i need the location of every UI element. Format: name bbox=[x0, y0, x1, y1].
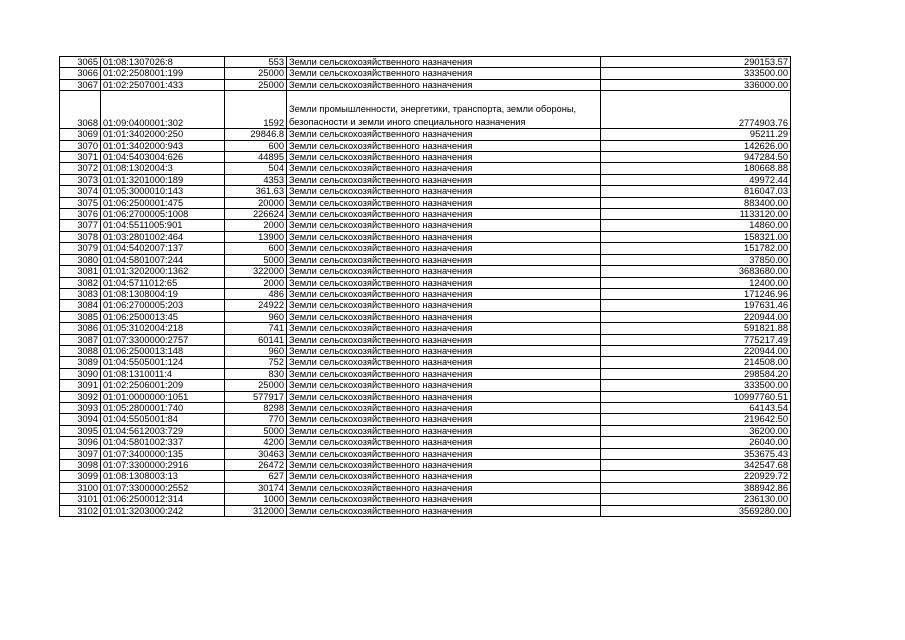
land-category-cell: Земли сельскохозяйственного назначения bbox=[287, 425, 601, 436]
cadastral-number-cell: 01:08:1310011:4 bbox=[101, 368, 225, 379]
area-cell: 1592 bbox=[225, 91, 287, 129]
land-category-cell: Земли сельскохозяйственного назначения bbox=[287, 460, 601, 471]
land-category-cell: Земли сельскохозяйственного назначения bbox=[287, 197, 601, 208]
cadastral-number-cell: 01:04:5612003:729 bbox=[101, 425, 225, 436]
cadastral-value-cell: 947284.50 bbox=[601, 152, 791, 163]
cadastral-value-cell: 591821.88 bbox=[601, 323, 791, 334]
area-cell: 361.63 bbox=[225, 186, 287, 197]
row-number-cell: 3095 bbox=[60, 425, 101, 436]
cadastral-value-cell: 171246.96 bbox=[601, 288, 791, 299]
table-row bbox=[60, 129, 791, 140]
land-category-cell: Земли сельскохозяйственного назначения bbox=[287, 277, 601, 288]
land-category-cell: Земли сельскохозяйственного назначения bbox=[287, 174, 601, 185]
area-cell: 322000 bbox=[225, 266, 287, 277]
row-number-cell: 3075 bbox=[60, 197, 101, 208]
cadastral-number-cell: 01:06:2700005:1008 bbox=[101, 209, 225, 220]
cadastral-value-cell: 26040.00 bbox=[601, 437, 791, 448]
land-category-cell: Земли сельскохозяйственного назначения bbox=[287, 243, 601, 254]
cadastral-value-cell: 220944.00 bbox=[601, 345, 791, 356]
row-number-cell: 3077 bbox=[60, 220, 101, 231]
row-number-cell: 3090 bbox=[60, 368, 101, 379]
cadastral-value-cell: 883400.00 bbox=[601, 197, 791, 208]
cadastral-number-cell: 01:02:2508001:199 bbox=[101, 68, 225, 79]
cadastral-number-cell: 01:01:0000000:1051 bbox=[101, 391, 225, 402]
row-number-cell: 3068 bbox=[60, 91, 101, 129]
cadastral-number-cell: 01:03:2801002:464 bbox=[101, 231, 225, 242]
cadastral-value-cell: 64143.54 bbox=[601, 402, 791, 413]
area-cell: 60141 bbox=[225, 334, 287, 345]
cadastral-number-cell: 01:05:3000010:143 bbox=[101, 186, 225, 197]
cadastral-value-cell: 219642.50 bbox=[601, 414, 791, 425]
cadastral-value-cell: 290153.57 bbox=[601, 57, 791, 68]
row-number-cell: 3094 bbox=[60, 414, 101, 425]
row-number-cell: 3098 bbox=[60, 460, 101, 471]
cadastral-value-cell: 2774903.76 bbox=[601, 91, 791, 129]
cadastral-value-cell: 333500.00 bbox=[601, 380, 791, 391]
cadastral-number-cell: 01:02:2506001:209 bbox=[101, 380, 225, 391]
cadastral-value-cell: 3569280.00 bbox=[601, 505, 791, 516]
land-category-cell: Земли сельскохозяйственного назначения bbox=[287, 471, 601, 482]
cadastral-number-cell: 01:04:5801007:244 bbox=[101, 254, 225, 265]
row-number-cell: 3096 bbox=[60, 437, 101, 448]
table-row bbox=[60, 243, 791, 254]
cadastral-value-cell: 220944.00 bbox=[601, 311, 791, 322]
row-number-cell: 3083 bbox=[60, 288, 101, 299]
row-number-cell: 3081 bbox=[60, 266, 101, 277]
cadastral-value-cell: 214508.00 bbox=[601, 357, 791, 368]
row-number-cell: 3091 bbox=[60, 380, 101, 391]
cadastral-number-cell: 01:06:2500012:314 bbox=[101, 494, 225, 505]
land-category-cell: Земли сельскохозяйственного назначения bbox=[287, 448, 601, 459]
row-number-cell: 3102 bbox=[60, 505, 101, 516]
area-cell: 770 bbox=[225, 414, 287, 425]
area-cell: 600 bbox=[225, 140, 287, 151]
cadastral-value-cell: 142626.00 bbox=[601, 140, 791, 151]
table-row bbox=[60, 414, 791, 425]
table-row bbox=[60, 57, 791, 68]
cadastral-number-cell: 01:02:2507001:433 bbox=[101, 79, 225, 90]
land-category-cell: Земли сельскохозяйственного назначения bbox=[287, 505, 601, 516]
table-row bbox=[60, 254, 791, 265]
area-cell: 226624 bbox=[225, 209, 287, 220]
row-number-cell: 3082 bbox=[60, 277, 101, 288]
cadastral-value-cell: 816047.03 bbox=[601, 186, 791, 197]
area-cell: 30463 bbox=[225, 448, 287, 459]
land-category-cell: Земли сельскохозяйственного назначения bbox=[287, 68, 601, 79]
table-row bbox=[60, 79, 791, 90]
land-category-cell: Земли сельскохозяйственного назначения bbox=[287, 163, 601, 174]
area-cell: 741 bbox=[225, 323, 287, 334]
area-cell: 44895 bbox=[225, 152, 287, 163]
row-number-cell: 3070 bbox=[60, 140, 101, 151]
area-cell: 1000 bbox=[225, 494, 287, 505]
table-row bbox=[60, 437, 791, 448]
cadastral-value-cell: 10997760.51 bbox=[601, 391, 791, 402]
cadastral-number-cell: 01:05:3102004:218 bbox=[101, 323, 225, 334]
area-cell: 5000 bbox=[225, 425, 287, 436]
row-number-cell: 3093 bbox=[60, 402, 101, 413]
table-row bbox=[60, 277, 791, 288]
area-cell: 30174 bbox=[225, 482, 287, 493]
area-cell: 504 bbox=[225, 163, 287, 174]
row-number-cell: 3085 bbox=[60, 311, 101, 322]
table-row bbox=[60, 311, 791, 322]
area-cell: 13900 bbox=[225, 231, 287, 242]
table-row bbox=[60, 197, 791, 208]
row-number-cell: 3074 bbox=[60, 186, 101, 197]
cadastral-value-cell: 151782.00 bbox=[601, 243, 791, 254]
land-parcel-table bbox=[59, 56, 791, 517]
land-category-cell: Земли сельскохозяйственного назначения bbox=[287, 254, 601, 265]
row-number-cell: 3079 bbox=[60, 243, 101, 254]
land-category-cell: Земли сельскохозяйственного назначения bbox=[287, 368, 601, 379]
table-row bbox=[60, 300, 791, 311]
land-category-cell: Земли сельскохозяйственного назначения bbox=[287, 220, 601, 231]
cadastral-number-cell: 01:01:3202000:1362 bbox=[101, 266, 225, 277]
cadastral-value-cell: 342547.68 bbox=[601, 460, 791, 471]
row-number-cell: 3065 bbox=[60, 57, 101, 68]
table-row bbox=[60, 471, 791, 482]
cadastral-value-cell: 236130.00 bbox=[601, 494, 791, 505]
cadastral-number-cell: 01:04:5403004:626 bbox=[101, 152, 225, 163]
table-row bbox=[60, 357, 791, 368]
row-number-cell: 3086 bbox=[60, 323, 101, 334]
cadastral-value-cell: 49972.44 bbox=[601, 174, 791, 185]
cadastral-number-cell: 01:04:5511005:901 bbox=[101, 220, 225, 231]
land-category-cell: Земли сельскохозяйственного назначения bbox=[287, 129, 601, 140]
cadastral-number-cell: 01:04:5402007:137 bbox=[101, 243, 225, 254]
area-cell: 29846.8 bbox=[225, 129, 287, 140]
land-category-cell: Земли сельскохозяйственного назначения bbox=[287, 266, 601, 277]
land-category-cell: Земли сельскохозяйственного назначения bbox=[287, 311, 601, 322]
area-cell: 2000 bbox=[225, 277, 287, 288]
cadastral-number-cell: 01:01:3402000:943 bbox=[101, 140, 225, 151]
table-row bbox=[60, 186, 791, 197]
table-row bbox=[60, 345, 791, 356]
area-cell: 8298 bbox=[225, 402, 287, 413]
area-cell: 577917 bbox=[225, 391, 287, 402]
land-category-cell: Земли сельскохозяйственного назначения bbox=[287, 380, 601, 391]
area-cell: 26472 bbox=[225, 460, 287, 471]
row-number-cell: 3099 bbox=[60, 471, 101, 482]
cadastral-number-cell: 01:09:0400001:302 bbox=[101, 91, 225, 129]
area-cell: 960 bbox=[225, 345, 287, 356]
cadastral-number-cell: 01:04:5711012:65 bbox=[101, 277, 225, 288]
table-row bbox=[60, 68, 791, 79]
row-number-cell: 3066 bbox=[60, 68, 101, 79]
land-category-cell: Земли сельскохозяйственного назначения bbox=[287, 482, 601, 493]
land-category-cell: Земли сельскохозяйственного назначения bbox=[287, 494, 601, 505]
table-row bbox=[60, 494, 791, 505]
table-row bbox=[60, 460, 791, 471]
area-cell: 20000 bbox=[225, 197, 287, 208]
row-number-cell: 3084 bbox=[60, 300, 101, 311]
row-number-cell: 3101 bbox=[60, 494, 101, 505]
land-category-cell: Земли сельскохозяйственного назначения bbox=[287, 209, 601, 220]
land-category-cell: Земли сельскохозяйственного назначения bbox=[287, 140, 601, 151]
area-cell: 312000 bbox=[225, 505, 287, 516]
cadastral-value-cell: 197631.46 bbox=[601, 300, 791, 311]
cadastral-number-cell: 01:01:3203000:242 bbox=[101, 505, 225, 516]
land-category-cell: Земли сельскохозяйственного назначения bbox=[287, 300, 601, 311]
area-cell: 4353 bbox=[225, 174, 287, 185]
cadastral-value-cell: 36200.00 bbox=[601, 425, 791, 436]
land-category-cell: Земли сельскохозяйственного назначения bbox=[287, 79, 601, 90]
row-number-cell: 3080 bbox=[60, 254, 101, 265]
cadastral-number-cell: 01:04:5801002:337 bbox=[101, 437, 225, 448]
table-row bbox=[60, 448, 791, 459]
cadastral-number-cell: 01:04:5505001:84 bbox=[101, 414, 225, 425]
table-row bbox=[60, 368, 791, 379]
area-cell: 752 bbox=[225, 357, 287, 368]
table-row bbox=[60, 266, 791, 277]
cadastral-value-cell: 353675.43 bbox=[601, 448, 791, 459]
area-cell: 25000 bbox=[225, 79, 287, 90]
cadastral-value-cell: 336000.00 bbox=[601, 79, 791, 90]
area-cell: 553 bbox=[225, 57, 287, 68]
land-category-cell: Земли сельскохозяйственного назначения bbox=[287, 323, 601, 334]
cadastral-number-cell: 01:08:1308003:13 bbox=[101, 471, 225, 482]
area-cell: 25000 bbox=[225, 68, 287, 79]
cadastral-value-cell: 180668.88 bbox=[601, 163, 791, 174]
row-number-cell: 3089 bbox=[60, 357, 101, 368]
cadastral-number-cell: 01:01:3201000:189 bbox=[101, 174, 225, 185]
cadastral-number-cell: 01:01:3402000:250 bbox=[101, 129, 225, 140]
cadastral-number-cell: 01:06:2500001:475 bbox=[101, 197, 225, 208]
cadastral-value-cell: 158321.00 bbox=[601, 231, 791, 242]
cadastral-value-cell: 12400.00 bbox=[601, 277, 791, 288]
row-number-cell: 3073 bbox=[60, 174, 101, 185]
area-cell: 830 bbox=[225, 368, 287, 379]
cadastral-value-cell: 220929.72 bbox=[601, 471, 791, 482]
area-cell: 5000 bbox=[225, 254, 287, 265]
area-cell: 24922 bbox=[225, 300, 287, 311]
land-category-cell: Земли сельскохозяйственного назначения bbox=[287, 414, 601, 425]
row-number-cell: 3072 bbox=[60, 163, 101, 174]
cadastral-value-cell: 1133120.00 bbox=[601, 209, 791, 220]
table-row bbox=[60, 288, 791, 299]
land-category-cell: Земли сельскохозяйственного назначения bbox=[287, 402, 601, 413]
area-cell: 25000 bbox=[225, 380, 287, 391]
cadastral-number-cell: 01:07:3400000:135 bbox=[101, 448, 225, 459]
row-number-cell: 3071 bbox=[60, 152, 101, 163]
cadastral-number-cell: 01:08:1308004:19 bbox=[101, 288, 225, 299]
table-row bbox=[60, 505, 791, 516]
area-cell: 486 bbox=[225, 288, 287, 299]
area-cell: 627 bbox=[225, 471, 287, 482]
land-category-cell: Земли сельскохозяйственного назначения bbox=[287, 345, 601, 356]
row-number-cell: 3087 bbox=[60, 334, 101, 345]
cadastral-number-cell: 01:06:2500013:148 bbox=[101, 345, 225, 356]
cadastral-value-cell: 95211.29 bbox=[601, 129, 791, 140]
table-row bbox=[60, 402, 791, 413]
table-row bbox=[60, 482, 791, 493]
cadastral-number-cell: 01:06:2700005:203 bbox=[101, 300, 225, 311]
row-number-cell: 3100 bbox=[60, 482, 101, 493]
table-body bbox=[60, 57, 791, 517]
land-category-cell: Земли сельскохозяйственного назначения bbox=[287, 437, 601, 448]
area-cell: 600 bbox=[225, 243, 287, 254]
cadastral-number-cell: 01:07:3300000:2916 bbox=[101, 460, 225, 471]
cadastral-number-cell: 01:07:3300000:2757 bbox=[101, 334, 225, 345]
cadastral-number-cell: 01:08:1302004:3 bbox=[101, 163, 225, 174]
area-cell: 960 bbox=[225, 311, 287, 322]
table-row bbox=[60, 209, 791, 220]
land-category-cell: Земли сельскохозяйственного назначения bbox=[287, 57, 601, 68]
table-row bbox=[60, 391, 791, 402]
cadastral-number-cell: 01:05:2800001:740 bbox=[101, 402, 225, 413]
land-category-cell: Земли сельскохозяйственного назначения bbox=[287, 334, 601, 345]
area-cell: 4200 bbox=[225, 437, 287, 448]
table-row bbox=[60, 174, 791, 185]
cadastral-value-cell: 333500.00 bbox=[601, 68, 791, 79]
land-category-cell: Земли сельскохозяйственного назначения bbox=[287, 231, 601, 242]
table-row bbox=[60, 380, 791, 391]
row-number-cell: 3069 bbox=[60, 129, 101, 140]
cadastral-value-cell: 14860.00 bbox=[601, 220, 791, 231]
cadastral-value-cell: 388942.86 bbox=[601, 482, 791, 493]
row-number-cell: 3088 bbox=[60, 345, 101, 356]
table-row bbox=[60, 425, 791, 436]
table-row bbox=[60, 231, 791, 242]
row-number-cell: 3067 bbox=[60, 79, 101, 90]
row-number-cell: 3076 bbox=[60, 209, 101, 220]
table-row bbox=[60, 220, 791, 231]
table-row bbox=[60, 163, 791, 174]
land-category-cell: Земли сельскохозяйственного назначения bbox=[287, 391, 601, 402]
table-row bbox=[60, 334, 791, 345]
table-row bbox=[60, 140, 791, 151]
row-number-cell: 3092 bbox=[60, 391, 101, 402]
cadastral-value-cell: 37850.00 bbox=[601, 254, 791, 265]
cadastral-number-cell: 01:06:2500013:45 bbox=[101, 311, 225, 322]
cadastral-number-cell: 01:07:3300000:2552 bbox=[101, 482, 225, 493]
table-row bbox=[60, 152, 791, 163]
row-number-cell: 3097 bbox=[60, 448, 101, 459]
land-category-cell: Земли промышленности, энергетики, транспорта, земли обороны, безопасности и земли иного специального назначения bbox=[287, 91, 601, 129]
land-category-cell: Земли сельскохозяйственного назначения bbox=[287, 152, 601, 163]
area-cell: 2000 bbox=[225, 220, 287, 231]
land-category-cell: Земли сельскохозяйственного назначения bbox=[287, 357, 601, 368]
cadastral-value-cell: 775217.49 bbox=[601, 334, 791, 345]
cadastral-number-cell: 01:08:1307026:8 bbox=[101, 57, 225, 68]
cadastral-number-cell: 01:04:5505001:124 bbox=[101, 357, 225, 368]
row-number-cell: 3078 bbox=[60, 231, 101, 242]
table-row bbox=[60, 323, 791, 334]
land-category-cell: Земли сельскохозяйственного назначения bbox=[287, 186, 601, 197]
land-category-cell: Земли сельскохозяйственного назначения bbox=[287, 288, 601, 299]
table-row bbox=[60, 91, 791, 129]
cadastral-value-cell: 298584.20 bbox=[601, 368, 791, 379]
cadastral-value-cell: 3683680.00 bbox=[601, 266, 791, 277]
